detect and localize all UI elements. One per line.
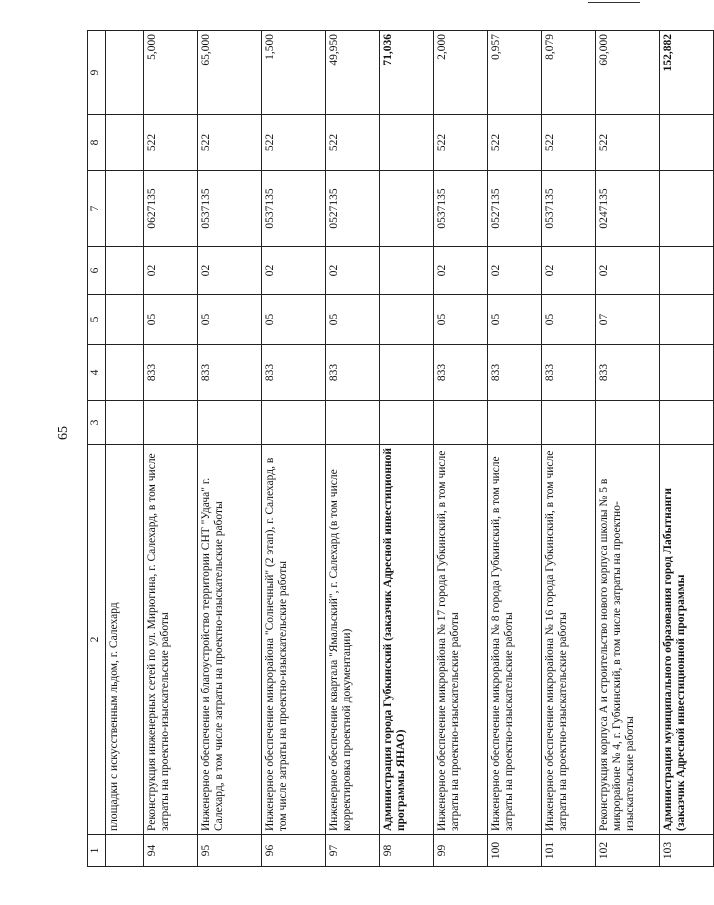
cell-col4 — [660, 345, 714, 401]
cell-col3 — [488, 401, 542, 445]
table-row — [660, 31, 714, 867]
cell-col3 — [198, 401, 262, 445]
cell-col5: 05 — [326, 295, 380, 345]
cell-col7: 0537135 — [542, 171, 596, 247]
cell-col4: 833 — [434, 345, 488, 401]
header-cell: 6 — [88, 247, 106, 295]
cell-col5: 05 — [434, 295, 488, 345]
cell-col7 — [380, 171, 434, 247]
cell-col7: 0537135 — [434, 171, 488, 247]
table-row — [326, 31, 380, 867]
cell-col7: 0537135 — [262, 171, 326, 247]
header-cell: 7 — [88, 171, 106, 247]
cell-col9: 8,079 — [542, 31, 596, 115]
row-name: Реконструкция инженерных сетей по ул. Мирюгина, г. Салехард, в том числе затраты на проектно-изыскательские работы — [144, 445, 198, 835]
table-row — [144, 31, 198, 867]
cell-col5: 05 — [488, 295, 542, 345]
table-row — [198, 31, 262, 867]
cell-col6: 02 — [326, 247, 380, 295]
cell-col8: 522 — [434, 115, 488, 171]
cell-col5 — [660, 295, 714, 345]
table-row — [262, 31, 326, 867]
cell-col8: 522 — [144, 115, 198, 171]
cell-col7: 0527135 — [326, 171, 380, 247]
cell-col9: 0,957 — [488, 31, 542, 115]
cell-col8 — [380, 115, 434, 171]
cell-col6: 02 — [198, 247, 262, 295]
cell-col7: 0537135 — [198, 171, 262, 247]
cell-col9: 2,000 — [434, 31, 488, 115]
cell-col5: 05 — [144, 295, 198, 345]
cell-col9: 60,000 — [596, 31, 660, 115]
row-number: 101 — [542, 835, 596, 867]
cell-col3 — [596, 401, 660, 445]
cell-col5: 07 — [596, 295, 660, 345]
cell-col8: 522 — [198, 115, 262, 171]
cell-col4: 833 — [262, 345, 326, 401]
cell-col4: 833 — [326, 345, 380, 401]
cell-col5: 05 — [262, 295, 326, 345]
cell-col9 — [106, 31, 144, 115]
cell-col4: 833 — [144, 345, 198, 401]
cell-col6 — [380, 247, 434, 295]
cell-col8: 522 — [596, 115, 660, 171]
cell-col6: 02 — [434, 247, 488, 295]
cell-col4 — [380, 345, 434, 401]
header-cell: 2 — [88, 445, 106, 835]
header-row — [88, 31, 106, 867]
top-edge-line — [588, 2, 640, 3]
header-cell: 8 — [88, 115, 106, 171]
row-name: Инженерное обеспечение микрорайона № 17 города Губкинский, в том числе затраты на проектно-изыскательские работы — [434, 445, 488, 835]
table-row — [596, 31, 660, 867]
table-container — [87, 31, 687, 867]
row-name: Инженерное обеспечение микрорайона "Солнечный" (2 этап), г. Салехард, в том числе затраты на проектно-изыскательские работы — [262, 445, 326, 835]
row-number: 96 — [262, 835, 326, 867]
row-name: Инженерное обеспечение и благоустройство территории СНТ "Удача" г. Салехард, в том числе затраты на проектно-изыскательские работы — [198, 445, 262, 835]
header-cell: 1 — [88, 835, 106, 867]
cell-col7: 0627135 — [144, 171, 198, 247]
cell-col9: 5,000 — [144, 31, 198, 115]
cell-col8 — [106, 115, 144, 171]
cell-col3 — [326, 401, 380, 445]
row-number: 102 — [596, 835, 660, 867]
row-number: 100 — [488, 835, 542, 867]
cell-col3 — [262, 401, 326, 445]
header-cell: 4 — [88, 345, 106, 401]
cell-col9: 71,036 — [380, 31, 434, 115]
cell-col9: 49,950 — [326, 31, 380, 115]
header-cell: 9 — [88, 31, 106, 115]
cell-col7: 0527135 — [488, 171, 542, 247]
cell-col4 — [106, 345, 144, 401]
row-name: Инженерное обеспечение микрорайона № 16 города Губкинский, в том числе затраты на проектно-изыскательские работы — [542, 445, 596, 835]
cell-col3 — [380, 401, 434, 445]
cell-col5: 05 — [198, 295, 262, 345]
cell-col4: 833 — [488, 345, 542, 401]
row-name: площадки с искусственным льдом, г. Салехард — [106, 445, 144, 835]
budget-table — [87, 30, 714, 867]
row-number: 94 — [144, 835, 198, 867]
cell-col8: 522 — [326, 115, 380, 171]
cell-col6: 02 — [262, 247, 326, 295]
cell-col4: 833 — [596, 345, 660, 401]
row-number: 103 — [660, 835, 714, 867]
cell-col7 — [660, 171, 714, 247]
cell-col3 — [660, 401, 714, 445]
table-row — [542, 31, 596, 867]
cell-col6: 02 — [488, 247, 542, 295]
header-cell: 5 — [88, 295, 106, 345]
table-row — [380, 31, 434, 867]
cell-col8: 522 — [488, 115, 542, 171]
table-row — [434, 31, 488, 867]
cell-col9: 1,500 — [262, 31, 326, 115]
cell-col8: 522 — [542, 115, 596, 171]
row-number — [106, 835, 144, 867]
cell-col6 — [106, 247, 144, 295]
cell-col8: 522 — [262, 115, 326, 171]
cell-col6: 02 — [144, 247, 198, 295]
cell-col6: 02 — [596, 247, 660, 295]
rotated-table-frame — [87, 31, 687, 867]
cell-col3 — [542, 401, 596, 445]
cell-col3 — [144, 401, 198, 445]
cell-col7 — [106, 171, 144, 247]
row-number: 99 — [434, 835, 488, 867]
page-number: 65 — [56, 426, 71, 440]
continuation-row — [106, 31, 144, 867]
row-name: Инженерное обеспечение микрорайона № 8 города Губкинский, в том числе затраты на проектно-изыскательские работы — [488, 445, 542, 835]
row-number: 97 — [326, 835, 380, 867]
cell-col9: 152,882 — [660, 31, 714, 115]
cell-col5 — [106, 295, 144, 345]
table-body — [88, 31, 714, 867]
header-cell: 3 — [88, 401, 106, 445]
cell-col5: 05 — [542, 295, 596, 345]
cell-col5 — [380, 295, 434, 345]
row-name: Администрация города Губкинский (заказчик Адресной инвестиционной программы ЯНАО) — [380, 445, 434, 835]
cell-col8 — [660, 115, 714, 171]
cell-col3 — [106, 401, 144, 445]
cell-col7: 0247135 — [596, 171, 660, 247]
cell-col4: 833 — [542, 345, 596, 401]
cell-col4: 833 — [198, 345, 262, 401]
row-name: Реконструкция корпуса А и строительство нового корпуса школы № 5 в микрорайоне № 4, г. Губкинский, в том числе затраты на проектно-изыскательские работы — [596, 445, 660, 835]
cell-col6 — [660, 247, 714, 295]
cell-col6: 02 — [542, 247, 596, 295]
cell-col9: 65,000 — [198, 31, 262, 115]
table-row — [488, 31, 542, 867]
row-name: Администрация муниципального образования город Лабытнанги (заказчик Адресной инвестиционной программы — [660, 445, 714, 835]
row-number: 95 — [198, 835, 262, 867]
cell-col3 — [434, 401, 488, 445]
row-number: 98 — [380, 835, 434, 867]
row-name: Инженерное обеспечение квартала "Ямальский", г. Салехард (в том числе корректировка проектной документации) — [326, 445, 380, 835]
